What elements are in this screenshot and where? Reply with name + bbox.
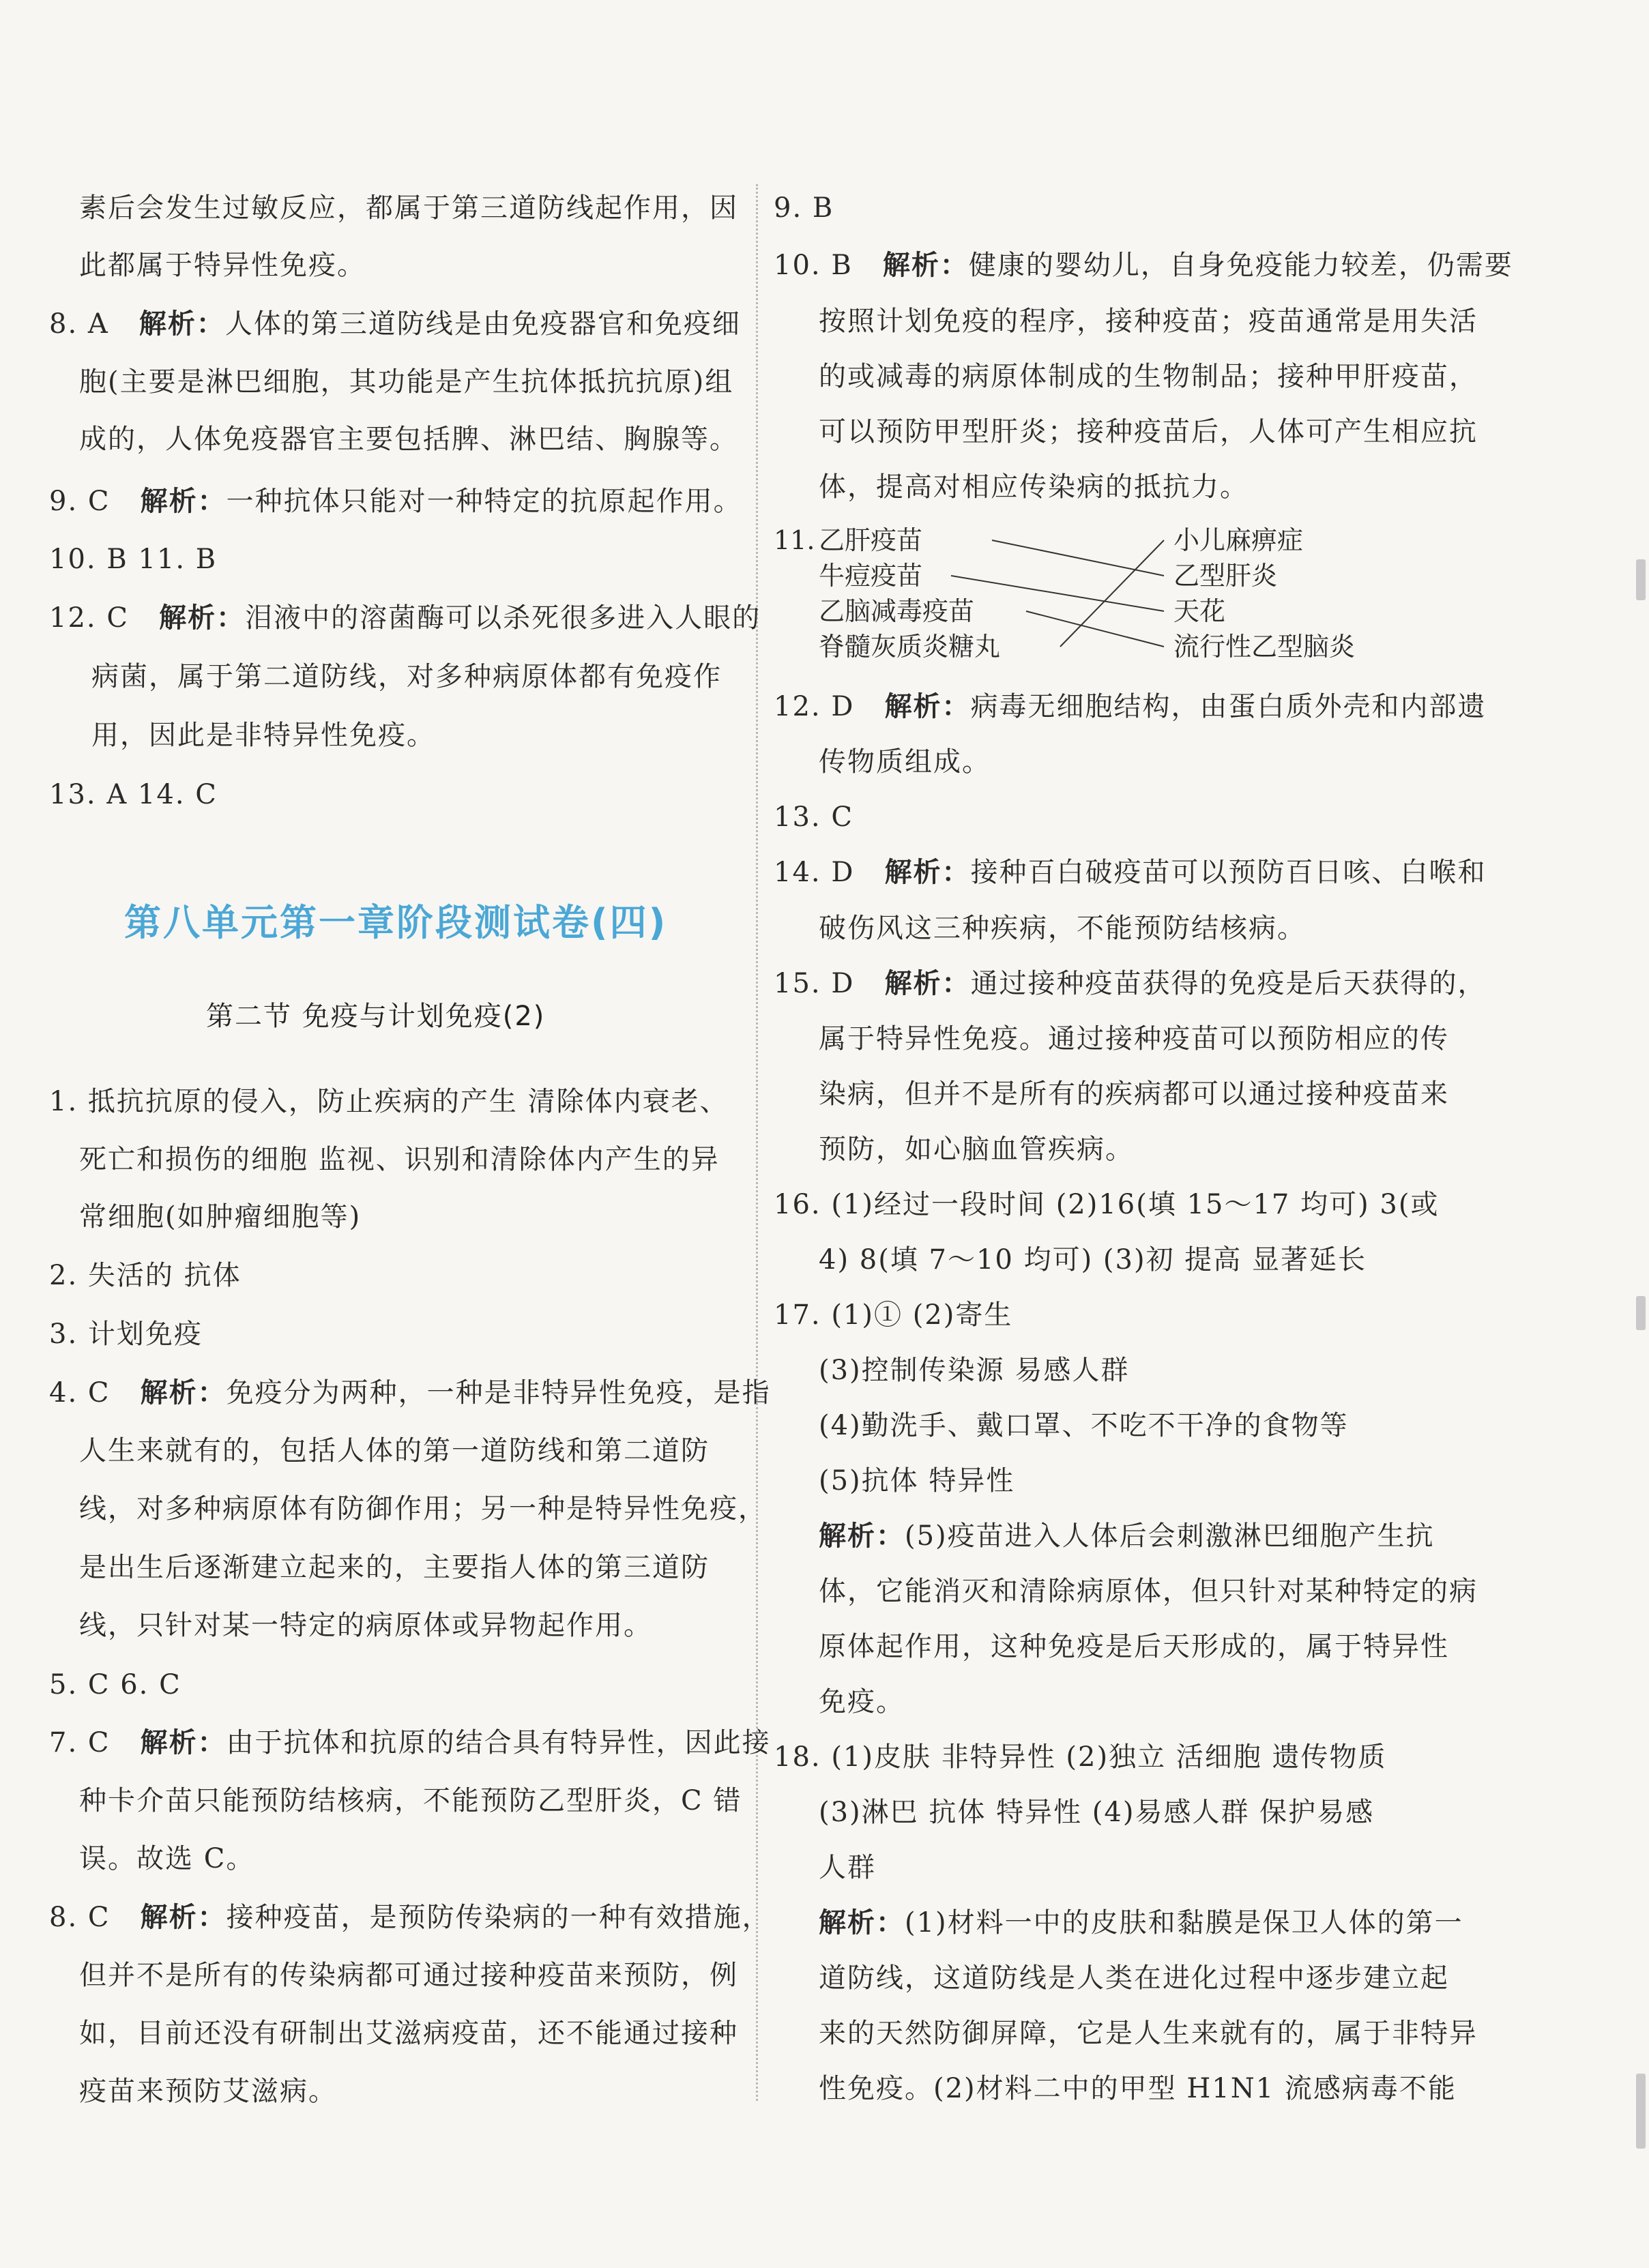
section-subtitle: 第二节 免疫与计划免疫(2) <box>206 1001 546 1032</box>
analysis-label: 解析： <box>159 602 246 634</box>
text-line: 道防线，这道防线是人类在进化过程中逐步建立起 <box>819 1962 1449 1994</box>
text-line: 传物质组成。 <box>819 746 991 778</box>
analysis-label: 解析： <box>882 250 969 281</box>
match-left-item: 脊髓灰质炎糖丸 <box>819 632 1001 662</box>
answer-1: 1. 抵抗抗原的侵入，防止疾病的产生 清除体内衰老、 <box>49 1086 729 1117</box>
text-line: 的或减毒的病原体制成的生物制品；接种甲肝疫苗， <box>819 361 1478 392</box>
text-line: 属于特异性免疫。通过接种疫苗可以预防相应的传 <box>819 1023 1449 1055</box>
text-line: 误。故选 C。 <box>79 1843 255 1874</box>
analysis-text: 健康的婴幼儿，自身免疫能力较差，仍需要 <box>968 250 1513 281</box>
answer-9 <box>49 481 742 522</box>
text-line: 病菌，属于第二道防线，对多种病原体都有免疫作 <box>91 661 722 692</box>
match-line <box>992 540 1164 576</box>
analysis-text: 病毒无细胞结构，由蛋白质外壳和内部遗 <box>970 691 1487 722</box>
text-line: (5)抗体 特异性 <box>819 1465 1015 1497</box>
scan-edge-mark <box>1636 2074 1646 2149</box>
text-line: 人群 <box>819 1852 876 1883</box>
text-line: 但并不是所有的传染病都可通过接种疫苗来预防，例 <box>79 1960 738 1991</box>
analysis-text: 免疫分为两种，一种是非特异性免疫，是指 <box>226 1377 771 1409</box>
text-line: 破伤风这三种疾病，不能预防结核病。 <box>819 913 1306 944</box>
analysis-text: 接种百白破疫苗可以预防百日咳、白喉和 <box>970 857 1487 888</box>
analysis-label: 解析： <box>819 1907 905 1939</box>
scan-edge-mark <box>1636 1296 1646 1330</box>
analysis-text: 由于抗体和抗原的结合具有特异性，因此接 <box>226 1727 771 1758</box>
answer-13b: 13. C <box>774 801 853 833</box>
section-title: 第八单元第一章阶段测试卷(四) <box>124 901 668 944</box>
answer-number: 12. D <box>774 691 855 722</box>
text-line: 来的天然防御屏障，它是人生来就有的，属于非特异 <box>819 2018 1478 2049</box>
text-line: 可以预防甲型肝炎；接种疫苗后，人体可产生相应抗 <box>819 416 1478 447</box>
answer-8b <box>49 1897 771 1938</box>
text-line: (3)淋巴 抗体 特异性 (4)易感人群 保护易感 <box>819 1797 1375 1828</box>
analysis-label: 解析： <box>140 1902 227 1933</box>
analysis-text: 一种抗体只能对一种特定的抗原起作用。 <box>226 486 742 517</box>
text-line: (3)控制传染源 易感人群 <box>819 1355 1130 1386</box>
answer-number: 8. A <box>49 308 109 340</box>
match-right-item: 天花 <box>1173 596 1226 626</box>
analysis-label: 解析： <box>884 968 971 999</box>
answer-12b <box>774 686 1487 727</box>
analysis-text: (1)材料一中的皮肤和黏膜是保卫人体的第一 <box>905 1907 1463 1939</box>
analysis-label: 解析： <box>140 1377 227 1409</box>
answer-8 <box>49 304 741 344</box>
text-line: 性免疫。(2)材料二中的甲型 H1N1 流感病毒不能 <box>819 2073 1457 2104</box>
answer-7 <box>49 1722 771 1763</box>
answer-number: 7. C <box>49 1727 111 1758</box>
answer-2: 2. 失活的 抗体 <box>49 1260 242 1291</box>
analysis-text: 人体的第三道防线是由免疫器官和免疫细 <box>224 308 741 340</box>
answer-3: 3. 计划免疫 <box>49 1319 203 1350</box>
text-line: 常细胞(如肿瘤细胞等) <box>79 1201 362 1233</box>
text-line: 是出生后逐渐建立起来的，主要指人体的第三道防 <box>79 1552 710 1583</box>
answer-18: 18. (1)皮肤 非特异性 (2)独立 活细胞 遗传物质 <box>774 1741 1387 1773</box>
text-line: 胞(主要是淋巴细胞，其功能是产生抗体抵抗抗原)组 <box>79 366 734 398</box>
match-right-item: 乙型肝炎 <box>1173 561 1278 591</box>
text-line: 4) 8(填 7～10 均可) (3)初 提高 显著延长 <box>819 1244 1367 1276</box>
analysis-text: 接种疫苗，是预防传染病的一种有效措施， <box>226 1902 771 1933</box>
match-right-item: 流行性乙型脑炎 <box>1173 632 1356 662</box>
answer-16: 16. (1)经过一段时间 (2)16(填 15～17 均可) 3(或 <box>774 1189 1440 1220</box>
answer-number: 8. C <box>49 1902 111 1933</box>
match-left-item: 牛痘疫苗 <box>819 561 923 591</box>
answer-5-6: 5. C 6. C <box>49 1669 181 1700</box>
answer-number: 12. C <box>49 602 129 634</box>
analysis-label: 解析： <box>138 308 225 340</box>
text-line: 体，它能消灭和清除病原体，但只针对某种特定的病 <box>819 1576 1478 1607</box>
text-line: 原体起作用，这种免疫是后天形成的，属于特异性 <box>819 1631 1449 1662</box>
match-right-item: 小儿麻痹症 <box>1173 525 1304 555</box>
answer-number: 15. D <box>774 968 855 999</box>
text-line: (4)勤洗手、戴口罩、不吃不干净的食物等 <box>819 1410 1349 1441</box>
answer-13-14: 13. A 14. C <box>49 779 218 810</box>
answer-number: 10. B <box>774 250 853 281</box>
answer-9b: 9. B <box>774 192 834 224</box>
answer-10-11: 10. B 11. B <box>49 544 218 575</box>
text-line: 按照计划免疫的程序，接种疫苗；疫苗通常是用失活 <box>819 306 1478 337</box>
answer-number: 14. D <box>774 857 855 888</box>
text-line: 染病，但并不是所有的疾病都可以通过接种疫苗来 <box>819 1078 1449 1110</box>
analysis-label: 解析： <box>819 1520 905 1552</box>
match-line <box>1026 611 1164 647</box>
text-line: 素后会发生过敏反应，都属于第三道防线起作用，因 <box>79 192 738 224</box>
scan-edge-mark <box>1636 559 1646 600</box>
match-line <box>1060 540 1164 647</box>
text-line: 免疫。 <box>819 1686 905 1718</box>
answer-11-number: 11. <box>774 525 815 555</box>
text-line: 线，对多种病原体有防御作用；另一种是特异性免疫， <box>79 1493 767 1525</box>
analysis-label: 解析： <box>140 1727 227 1758</box>
answer-17: 17. (1)① (2)寄生 <box>774 1299 1013 1331</box>
text-line: 此都属于特异性免疫。 <box>79 250 366 281</box>
text-line: 体，提高对相应传染病的抵抗力。 <box>819 471 1249 503</box>
analysis-label: 解析： <box>884 691 971 722</box>
text-line: 如，目前还没有研制出艾滋病疫苗，还不能通过接种 <box>79 2018 738 2049</box>
text-line: 成的，人体免疫器官主要包括脾、淋巴结、胸腺等。 <box>79 424 738 455</box>
match-left-item: 乙脑减毒疫苗 <box>819 596 975 626</box>
answer-number: 9. C <box>49 486 111 517</box>
analysis-text: (5)疫苗进入人体后会刺激淋巴细胞产生抗 <box>905 1520 1435 1552</box>
analysis-label: 解析： <box>140 486 227 517</box>
answer-18-analysis <box>819 1902 1463 1943</box>
analysis-text: 通过接种疫苗获得的免疫是后天获得的， <box>970 968 1487 999</box>
text-line: 线，只针对某一特定的病原体或异物起作用。 <box>79 1610 652 1641</box>
text-line: 预防，如心脑血管疾病。 <box>819 1134 1134 1165</box>
text-line: 疫苗来预防艾滋病。 <box>79 2076 337 2107</box>
text-line: 种卡介苗只能预防结核病，不能预防乙型肝炎，C 错 <box>79 1785 742 1816</box>
answer-4 <box>49 1372 771 1413</box>
answer-17-analysis <box>819 1516 1435 1557</box>
column-divider <box>756 184 758 2101</box>
answer-number: 4. C <box>49 1377 111 1409</box>
answer-14b <box>774 852 1487 893</box>
text-line: 死亡和损伤的细胞 监视、识别和清除体内产生的异 <box>79 1144 720 1175</box>
text-line: 人生来就有的，包括人体的第一道防线和第二道防 <box>79 1435 710 1467</box>
match-line <box>951 576 1164 611</box>
answer-12 <box>49 598 761 638</box>
analysis-text: 泪液中的溶菌酶可以杀死很多进入人眼的 <box>245 602 761 634</box>
analysis-label: 解析： <box>884 857 971 888</box>
text-line: 用，因此是非特异性免疫。 <box>91 720 435 751</box>
match-left-item: 乙肝疫苗 <box>819 525 923 555</box>
matching-lines <box>774 0 1456 750</box>
answer-15 <box>774 963 1487 1004</box>
